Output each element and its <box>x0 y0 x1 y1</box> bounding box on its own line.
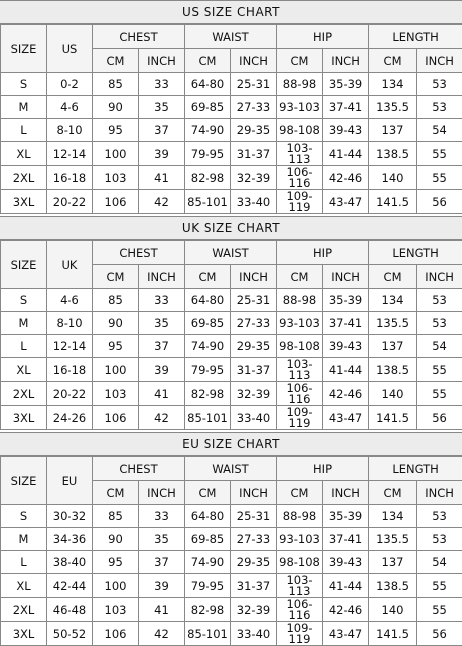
table-cell: 3XL <box>1 190 47 214</box>
table-cell: 33-40 <box>231 406 277 430</box>
size-header: SIZE <box>1 241 47 289</box>
table-cell: 141.5 <box>369 190 417 214</box>
table-cell: 41-44 <box>323 142 369 166</box>
unit-header: INCH <box>323 49 369 73</box>
table-cell: 141.5 <box>369 622 417 646</box>
table-cell: 20-22 <box>47 382 93 406</box>
table-cell: 88-98 <box>277 73 323 96</box>
table-cell: 95 <box>93 119 139 142</box>
table-cell: 3XL <box>1 622 47 646</box>
table-cell: 109-119 <box>277 622 323 646</box>
table-cell: 95 <box>93 335 139 358</box>
table-row <box>1 528 462 551</box>
table-cell: 42 <box>139 406 185 430</box>
table-cell: 85 <box>93 505 139 528</box>
table-cell: 35-39 <box>323 73 369 96</box>
table-cell: 74-90 <box>185 119 231 142</box>
chart-title: EU SIZE CHART <box>0 432 462 456</box>
table-cell: 98-108 <box>277 335 323 358</box>
table-row <box>1 622 462 646</box>
table-cell: 35 <box>139 312 185 335</box>
table-cell: 20-22 <box>47 190 93 214</box>
table-cell: 64-80 <box>185 289 231 312</box>
table-cell: 138.5 <box>369 574 417 598</box>
table-cell: 42-46 <box>323 382 369 406</box>
us-size-chart <box>0 0 462 214</box>
table-cell: 140 <box>369 166 417 190</box>
uk-size-chart <box>0 216 462 430</box>
unit-header: INCH <box>231 265 277 289</box>
table-cell: 53 <box>417 528 462 551</box>
table-row <box>1 312 462 335</box>
unit-header: CM <box>277 481 323 505</box>
table-cell: 32-39 <box>231 598 277 622</box>
table-cell: 33 <box>139 73 185 96</box>
length-header: LENGTH <box>369 241 462 265</box>
table-cell: 56 <box>417 406 462 430</box>
table-cell: 42-46 <box>323 166 369 190</box>
unit-header: CM <box>277 265 323 289</box>
table-row <box>1 289 462 312</box>
table-cell: XL <box>1 142 47 166</box>
waist-header: WAIST <box>185 25 277 49</box>
table-cell: 8-10 <box>47 119 93 142</box>
chart-title: US SIZE CHART <box>0 0 462 24</box>
table-cell: 140 <box>369 598 417 622</box>
table-cell: 95 <box>93 551 139 574</box>
table-cell: 55 <box>417 142 462 166</box>
table-row <box>1 96 462 119</box>
table-cell: 33-40 <box>231 622 277 646</box>
table-cell: 106-116 <box>277 598 323 622</box>
header-row <box>1 25 462 49</box>
table-cell: M <box>1 312 47 335</box>
table-cell: XL <box>1 574 47 598</box>
size-header: SIZE <box>1 457 47 505</box>
chest-header: CHEST <box>93 241 185 265</box>
table-cell: 25-31 <box>231 73 277 96</box>
table-cell: 37-41 <box>323 528 369 551</box>
table-cell: 55 <box>417 598 462 622</box>
unit-header: INCH <box>139 49 185 73</box>
table-cell: 100 <box>93 574 139 598</box>
table-cell: 64-80 <box>185 73 231 96</box>
table-cell: 64-80 <box>185 505 231 528</box>
table-cell: 30-32 <box>47 505 93 528</box>
table-cell: 32-39 <box>231 166 277 190</box>
chest-header: CHEST <box>93 457 185 481</box>
unit-header: INCH <box>139 265 185 289</box>
unit-header: CM <box>185 265 231 289</box>
table-cell: 82-98 <box>185 598 231 622</box>
table-cell: 12-14 <box>47 335 93 358</box>
table-cell: 138.5 <box>369 142 417 166</box>
header-row <box>1 241 462 265</box>
table-cell: 137 <box>369 335 417 358</box>
table-cell: 106 <box>93 622 139 646</box>
table-row <box>1 73 462 96</box>
table-cell: 79-95 <box>185 358 231 382</box>
table-cell: 103-113 <box>277 574 323 598</box>
table-cell: 37-41 <box>323 312 369 335</box>
table-cell: 53 <box>417 96 462 119</box>
table-cell: 82-98 <box>185 382 231 406</box>
table-cell: 74-90 <box>185 335 231 358</box>
unit-header: CM <box>369 265 417 289</box>
table-cell: 100 <box>93 142 139 166</box>
table-cell: 0-2 <box>47 73 93 96</box>
table-cell: 79-95 <box>185 574 231 598</box>
table-cell: 31-37 <box>231 574 277 598</box>
table-cell: 53 <box>417 312 462 335</box>
table-cell: 55 <box>417 382 462 406</box>
table-cell: L <box>1 335 47 358</box>
waist-header: WAIST <box>185 241 277 265</box>
table-cell: 43-47 <box>323 406 369 430</box>
table-cell: 106-116 <box>277 166 323 190</box>
table-row <box>1 382 462 406</box>
table-cell: 42-44 <box>47 574 93 598</box>
table-cell: 32-39 <box>231 382 277 406</box>
table-cell: 39 <box>139 142 185 166</box>
table-cell: 54 <box>417 335 462 358</box>
table-cell: 42-46 <box>323 598 369 622</box>
table-cell: 41-44 <box>323 574 369 598</box>
table-cell: 31-37 <box>231 358 277 382</box>
table-cell: M <box>1 528 47 551</box>
table-cell: 39-43 <box>323 551 369 574</box>
table-cell: 55 <box>417 166 462 190</box>
table-cell: 137 <box>369 551 417 574</box>
table-cell: 38-40 <box>47 551 93 574</box>
unit-header: CM <box>277 49 323 73</box>
table-cell: 35-39 <box>323 289 369 312</box>
unit-header: INCH <box>231 49 277 73</box>
table-row <box>1 406 462 430</box>
table-cell: 41 <box>139 598 185 622</box>
table-cell: XL <box>1 358 47 382</box>
length-header: LENGTH <box>369 457 462 481</box>
table-cell: 39-43 <box>323 335 369 358</box>
table-row <box>1 119 462 142</box>
table-cell: 35 <box>139 528 185 551</box>
table-cell: 103-113 <box>277 358 323 382</box>
region-header: EU <box>47 457 93 505</box>
table-cell: 31-37 <box>231 142 277 166</box>
unit-header: INCH <box>139 481 185 505</box>
table-cell: 90 <box>93 96 139 119</box>
table-cell: 88-98 <box>277 505 323 528</box>
table-cell: 85-101 <box>185 622 231 646</box>
table-cell: 37 <box>139 335 185 358</box>
table-cell: 54 <box>417 119 462 142</box>
table-cell: 85 <box>93 73 139 96</box>
table-cell: 27-33 <box>231 312 277 335</box>
table-cell: 3XL <box>1 406 47 430</box>
table-cell: 134 <box>369 73 417 96</box>
table-cell: 42 <box>139 622 185 646</box>
table-cell: 106 <box>93 406 139 430</box>
table-cell: 16-18 <box>47 358 93 382</box>
table-cell: 93-103 <box>277 96 323 119</box>
table-cell: 25-31 <box>231 505 277 528</box>
table-cell: 135.5 <box>369 96 417 119</box>
table-cell: 37 <box>139 119 185 142</box>
unit-header: INCH <box>417 265 462 289</box>
table-cell: 106-116 <box>277 382 323 406</box>
size-table <box>0 456 462 646</box>
table-cell: 29-35 <box>231 551 277 574</box>
table-cell: 12-14 <box>47 142 93 166</box>
table-cell: 90 <box>93 528 139 551</box>
table-cell: 141.5 <box>369 406 417 430</box>
table-cell: 39 <box>139 574 185 598</box>
table-cell: 33-40 <box>231 190 277 214</box>
table-cell: 34-36 <box>47 528 93 551</box>
table-cell: 103 <box>93 166 139 190</box>
hip-header: HIP <box>277 457 369 481</box>
table-cell: 2XL <box>1 598 47 622</box>
table-cell: S <box>1 73 47 96</box>
size-table <box>0 240 462 430</box>
table-cell: 42 <box>139 190 185 214</box>
size-header: SIZE <box>1 25 47 73</box>
unit-header: CM <box>93 265 139 289</box>
table-cell: S <box>1 289 47 312</box>
unit-header: CM <box>93 481 139 505</box>
table-cell: 109-119 <box>277 190 323 214</box>
table-cell: 98-108 <box>277 551 323 574</box>
table-cell: 39-43 <box>323 119 369 142</box>
table-cell: 43-47 <box>323 622 369 646</box>
table-row <box>1 574 462 598</box>
table-cell: 2XL <box>1 166 47 190</box>
table-cell: 88-98 <box>277 289 323 312</box>
table-cell: 41 <box>139 166 185 190</box>
chest-header: CHEST <box>93 25 185 49</box>
table-cell: 137 <box>369 119 417 142</box>
table-row <box>1 142 462 166</box>
table-row <box>1 598 462 622</box>
hip-header: HIP <box>277 25 369 49</box>
table-cell: 85-101 <box>185 406 231 430</box>
table-cell: 74-90 <box>185 551 231 574</box>
table-cell: 103-113 <box>277 142 323 166</box>
table-cell: 41 <box>139 382 185 406</box>
table-cell: 56 <box>417 622 462 646</box>
table-cell: 135.5 <box>369 312 417 335</box>
size-table <box>0 24 462 214</box>
chart-title: UK SIZE CHART <box>0 216 462 240</box>
table-cell: L <box>1 119 47 142</box>
table-row <box>1 190 462 214</box>
region-header: UK <box>47 241 93 289</box>
table-cell: 8-10 <box>47 312 93 335</box>
length-header: LENGTH <box>369 25 462 49</box>
table-cell: 106 <box>93 190 139 214</box>
table-cell: 79-95 <box>185 142 231 166</box>
unit-header: CM <box>369 49 417 73</box>
table-cell: M <box>1 96 47 119</box>
table-cell: 27-33 <box>231 96 277 119</box>
table-cell: 85-101 <box>185 190 231 214</box>
table-cell: 37 <box>139 551 185 574</box>
table-cell: 46-48 <box>47 598 93 622</box>
table-cell: 29-35 <box>231 335 277 358</box>
unit-header: CM <box>93 49 139 73</box>
table-cell: 16-18 <box>47 166 93 190</box>
table-cell: 135.5 <box>369 528 417 551</box>
unit-header: CM <box>369 481 417 505</box>
unit-header: INCH <box>231 481 277 505</box>
table-cell: 138.5 <box>369 358 417 382</box>
table-cell: 98-108 <box>277 119 323 142</box>
table-cell: 2XL <box>1 382 47 406</box>
table-row <box>1 505 462 528</box>
table-cell: 35 <box>139 96 185 119</box>
unit-header: INCH <box>417 481 462 505</box>
table-cell: 25-31 <box>231 289 277 312</box>
table-cell: 93-103 <box>277 312 323 335</box>
table-cell: 54 <box>417 551 462 574</box>
table-cell: 35-39 <box>323 505 369 528</box>
table-cell: 53 <box>417 73 462 96</box>
table-row <box>1 166 462 190</box>
table-cell: 4-6 <box>47 96 93 119</box>
table-cell: 53 <box>417 289 462 312</box>
unit-header: CM <box>185 49 231 73</box>
table-row <box>1 335 462 358</box>
table-cell: 69-85 <box>185 96 231 119</box>
unit-header: INCH <box>417 49 462 73</box>
table-cell: 29-35 <box>231 119 277 142</box>
unit-header: CM <box>185 481 231 505</box>
table-cell: 39 <box>139 358 185 382</box>
table-cell: 85 <box>93 289 139 312</box>
region-header: US <box>47 25 93 73</box>
eu-size-chart <box>0 432 462 646</box>
table-cell: 33 <box>139 289 185 312</box>
table-cell: 69-85 <box>185 528 231 551</box>
table-cell: 103 <box>93 382 139 406</box>
table-cell: 134 <box>369 505 417 528</box>
table-cell: 55 <box>417 358 462 382</box>
table-cell: 27-33 <box>231 528 277 551</box>
table-cell: 93-103 <box>277 528 323 551</box>
table-cell: 37-41 <box>323 96 369 119</box>
table-cell: 140 <box>369 382 417 406</box>
table-cell: 43-47 <box>323 190 369 214</box>
unit-header: INCH <box>323 265 369 289</box>
table-cell: 53 <box>417 505 462 528</box>
table-cell: S <box>1 505 47 528</box>
table-cell: 50-52 <box>47 622 93 646</box>
table-cell: 69-85 <box>185 312 231 335</box>
table-cell: 41-44 <box>323 358 369 382</box>
table-cell: 90 <box>93 312 139 335</box>
table-cell: 103 <box>93 598 139 622</box>
table-cell: 24-26 <box>47 406 93 430</box>
unit-header: INCH <box>323 481 369 505</box>
table-cell: 100 <box>93 358 139 382</box>
table-cell: 4-6 <box>47 289 93 312</box>
table-cell: 134 <box>369 289 417 312</box>
table-cell: 33 <box>139 505 185 528</box>
hip-header: HIP <box>277 241 369 265</box>
table-cell: 82-98 <box>185 166 231 190</box>
header-row <box>1 457 462 481</box>
table-cell: 55 <box>417 574 462 598</box>
table-cell: L <box>1 551 47 574</box>
waist-header: WAIST <box>185 457 277 481</box>
table-row <box>1 551 462 574</box>
table-cell: 56 <box>417 190 462 214</box>
table-row <box>1 358 462 382</box>
table-cell: 109-119 <box>277 406 323 430</box>
